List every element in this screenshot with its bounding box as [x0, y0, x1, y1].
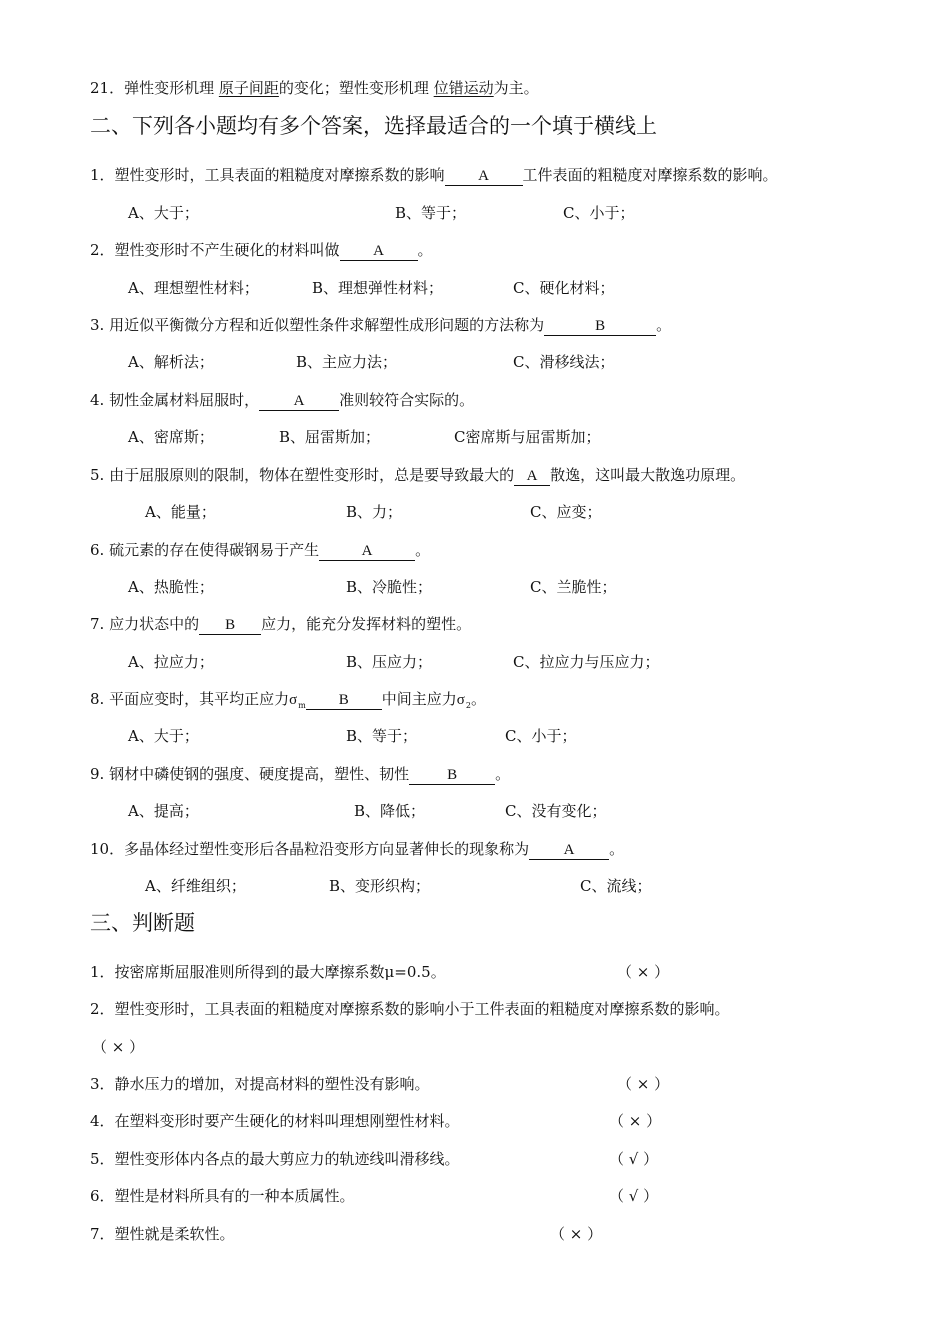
- question-text: 散逸，这叫最大散逸功原理。: [550, 466, 746, 484]
- answer-blank: A: [529, 842, 609, 860]
- question-text: 3. 用近似平衡微分方程和近似塑性条件求解塑性成形问题的方法称为: [90, 316, 545, 334]
- tf-answer-mark: （ √ ）: [609, 1150, 659, 1168]
- tf-answer-mark: （ × ）: [617, 1075, 670, 1093]
- question-text: 的变化；塑性变形机理: [278, 79, 434, 97]
- question-text: 。: [415, 541, 431, 559]
- answer-blank: A: [514, 468, 550, 486]
- question-text: 准则较符合实际的。: [339, 391, 475, 409]
- answer-blank: B: [409, 767, 495, 785]
- option-c: C、小于；: [563, 204, 635, 222]
- section-heading-true-false: 三、判断题: [90, 911, 195, 935]
- option-c: C、小于；: [505, 727, 577, 745]
- option-c: C密席斯与屈雷斯加；: [454, 428, 601, 446]
- mc-question-9: [90, 764, 510, 785]
- tf-answer-mark: （ × ）: [609, 1112, 662, 1130]
- question-text: 7. 应力状态中的: [90, 615, 200, 633]
- mc-question-5: [90, 465, 745, 486]
- answer-underline: 原子间距: [218, 79, 279, 97]
- answer-blank: B: [544, 318, 656, 336]
- mc-question-3: [90, 315, 671, 336]
- tf-question-2: 2．塑性变形时，工具表面的粗糙度对摩擦系数的影响小于工件表面的粗糙度对摩擦系数的影响。: [90, 1000, 730, 1018]
- mc-question-2: [90, 240, 433, 261]
- answer-blank: B: [199, 617, 261, 635]
- option-a: A、能量；: [145, 503, 216, 521]
- option-a: A、大于；: [128, 204, 199, 222]
- mc-question-1: [90, 165, 778, 186]
- mc-question-4: [90, 390, 474, 411]
- option-c: C、滑移线法；: [513, 353, 615, 371]
- option-c: C、没有变化；: [505, 802, 607, 820]
- tf-question-5: 5．塑性变形体内各点的最大剪应力的轨迹线叫滑移线。: [90, 1150, 460, 1168]
- subscript-m: m: [298, 701, 306, 710]
- sigma-symbol: σ: [289, 692, 298, 708]
- answer-blank: A: [445, 168, 523, 186]
- question-text: 为主。: [493, 79, 539, 97]
- mc-question-10: [90, 839, 624, 860]
- question-text: 。: [656, 316, 672, 334]
- tf-question-3: 3．静水压力的增加，对提高材料的塑性没有影响。: [90, 1075, 430, 1093]
- tf-answer-mark: （ √ ）: [609, 1187, 659, 1205]
- question-text: 10．多晶体经过塑性变形后各晶粒沿变形方向显著伸长的现象称为: [90, 840, 530, 858]
- option-a: A、解析法；: [128, 353, 214, 371]
- tf-question-4: 4．在塑料变形时要产生硬化的材料叫理想刚塑性材料。: [90, 1112, 460, 1130]
- tf-question-1: 1．按密席斯屈服准则所得到的最大摩擦系数μ=0.5。: [90, 963, 446, 981]
- question-text: 中间主应力: [381, 690, 457, 708]
- question-text: 2．塑性变形时不产生硬化的材料叫做: [90, 241, 340, 259]
- subscript-2: 2: [465, 701, 471, 710]
- option-a: A、理想塑性材料；: [128, 279, 259, 297]
- option-a: A、拉应力；: [128, 653, 214, 671]
- option-b: B、力；: [346, 503, 403, 521]
- mc-question-8: [90, 689, 486, 716]
- option-c: C、流线；: [580, 877, 652, 895]
- option-b: B、等于；: [395, 204, 467, 222]
- answer-blank: A: [319, 543, 415, 561]
- section-heading-multiple-choice: 二、下列各小题均有多个答案，选择最适合的一个填于横线上: [90, 114, 657, 138]
- question-text: 6. 硫元素的存在使得碳钢易于产生: [90, 541, 320, 559]
- tf-question-7: 7．塑性就是柔软性。: [90, 1225, 235, 1243]
- answer-underline: 位错运动: [433, 79, 494, 97]
- option-b: B、屈雷斯加；: [279, 428, 381, 446]
- option-c: C、应变；: [530, 503, 602, 521]
- answer-blank: A: [340, 243, 418, 261]
- mc-question-7: [90, 614, 471, 635]
- sigma-symbol: σ: [456, 692, 465, 708]
- answer-blank: B: [306, 692, 382, 710]
- question-text: 。: [470, 690, 486, 708]
- question-text: 。: [495, 765, 511, 783]
- option-b: B、冷脆性；: [346, 578, 433, 596]
- question-text: 工件表面的粗糙度对摩擦系数的影响。: [522, 166, 778, 184]
- option-b: B、理想弹性材料；: [312, 279, 444, 297]
- tf-question-6: 6．塑性是材料所具有的一种本质属性。: [90, 1187, 355, 1205]
- question-text: 1．塑性变形时，工具表面的粗糙度对摩擦系数的影响: [90, 166, 445, 184]
- option-b: B、等于；: [346, 727, 418, 745]
- mc-question-6: [90, 540, 430, 561]
- question-text: 。: [417, 241, 433, 259]
- option-c: C、硬化材料；: [513, 279, 615, 297]
- tf-answer-mark: （ × ）: [550, 1225, 603, 1243]
- tf-answer-mark: （ × ）: [92, 1038, 145, 1056]
- option-a: A、提高；: [128, 802, 199, 820]
- option-a: A、纤维组织；: [145, 877, 246, 895]
- fill-in-question-21: [90, 78, 539, 98]
- question-text: 9. 钢材中磷使钢的强度、硬度提高，塑性、韧性: [90, 765, 410, 783]
- option-a: A、密席斯；: [128, 428, 214, 446]
- question-text: 5. 由于屈服原则的限制，物体在塑性变形时，总是要导致最大的: [90, 466, 515, 484]
- question-text: 8. 平面应变时，其平均正应力: [90, 690, 290, 708]
- option-b: B、主应力法；: [296, 353, 398, 371]
- option-c: C、兰脆性；: [530, 578, 617, 596]
- tf-answer-mark: （ × ）: [617, 963, 670, 981]
- option-a: A、大于；: [128, 727, 199, 745]
- option-a: A、热脆性；: [128, 578, 214, 596]
- option-b: B、压应力；: [346, 653, 433, 671]
- option-b: B、变形织构；: [329, 877, 431, 895]
- question-text: 应力，能充分发挥材料的塑性。: [261, 615, 472, 633]
- answer-blank: A: [259, 393, 339, 411]
- question-text: 21．弹性变形机理: [90, 79, 219, 97]
- option-b: B、降低；: [354, 802, 426, 820]
- option-c: C、拉应力与压应力；: [513, 653, 660, 671]
- question-text: 4. 韧性金属材料屈服时，: [90, 391, 260, 409]
- question-text: 。: [609, 840, 625, 858]
